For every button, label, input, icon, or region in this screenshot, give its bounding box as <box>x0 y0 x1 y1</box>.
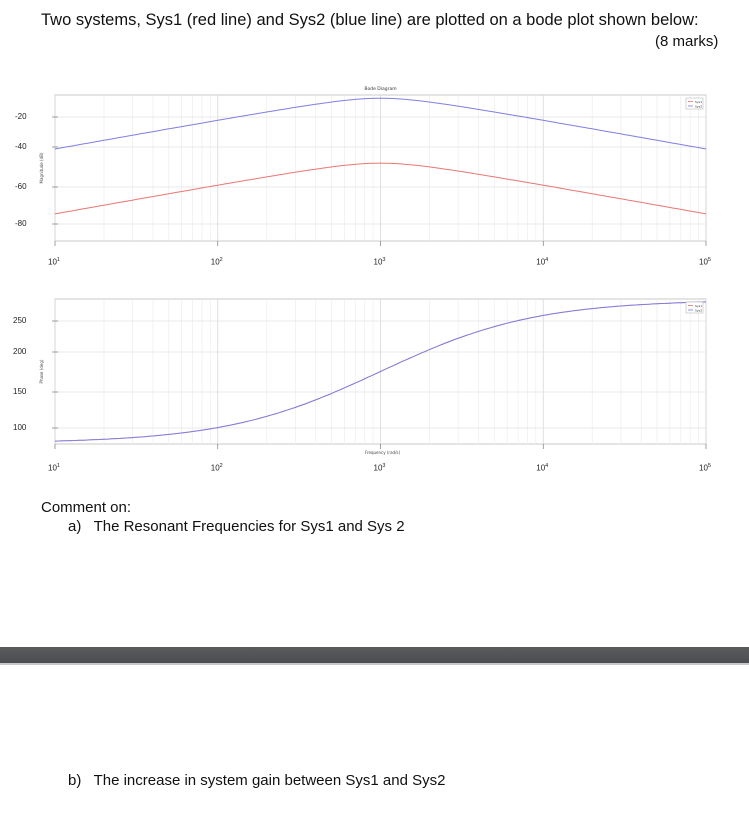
x-tick-label: $10^3$ <box>373 463 386 473</box>
y-tick-label: 250 <box>13 316 27 325</box>
page-separator-line <box>0 663 749 665</box>
y-tick-label: 100 <box>13 423 27 432</box>
legend-label-sys2: Sys2 <box>695 104 703 109</box>
legend-label-sys1: Sys1 <box>695 303 703 308</box>
x-tick-label: $10^1$ <box>48 463 60 473</box>
x-axis-label: Frequency (rad/s) <box>364 450 401 455</box>
y-tick-label: -80 <box>15 219 27 228</box>
y-axis-label: Phase (deg) <box>39 359 44 384</box>
x-tick-label: $10^1$ <box>48 257 60 267</box>
y-tick-label: -60 <box>15 182 27 191</box>
comment-heading: Comment on: <box>41 499 132 516</box>
question-part-a: a) The Resonant Frequencies for Sys1 and Sys 2 <box>68 518 405 535</box>
y-tick-label: 150 <box>13 387 27 396</box>
x-tick-label: $10^2$ <box>210 257 223 267</box>
y-tick-label: -40 <box>15 142 27 151</box>
x-tick-label: $10^4$ <box>536 257 549 267</box>
x-tick-label: $10^2$ <box>210 463 223 473</box>
chart-title: Bode Diagram <box>364 87 397 92</box>
y-tick-label: 200 <box>13 347 27 356</box>
x-tick-label: $10^5$ <box>699 257 711 267</box>
x-tick-label: $10^5$ <box>699 463 711 473</box>
x-tick-label: $10^3$ <box>373 257 386 267</box>
marks-label: (8 marks) <box>655 33 719 50</box>
y-axis-label: Magnitude (dB) <box>39 152 44 184</box>
legend-label-sys1: Sys1 <box>695 99 703 104</box>
question-title: Two systems, Sys1 (red line) and Sys2 (blue line) are plotted on a bode plot shown below: <box>41 11 699 29</box>
question-part-b: b) The increase in system gain between Sys1 and Sys2 <box>68 772 446 789</box>
page-separator-bar <box>0 647 749 663</box>
y-tick-label: -20 <box>15 112 27 121</box>
x-tick-label: $10^4$ <box>536 463 549 473</box>
legend-label-sys2: Sys2 <box>695 308 703 313</box>
